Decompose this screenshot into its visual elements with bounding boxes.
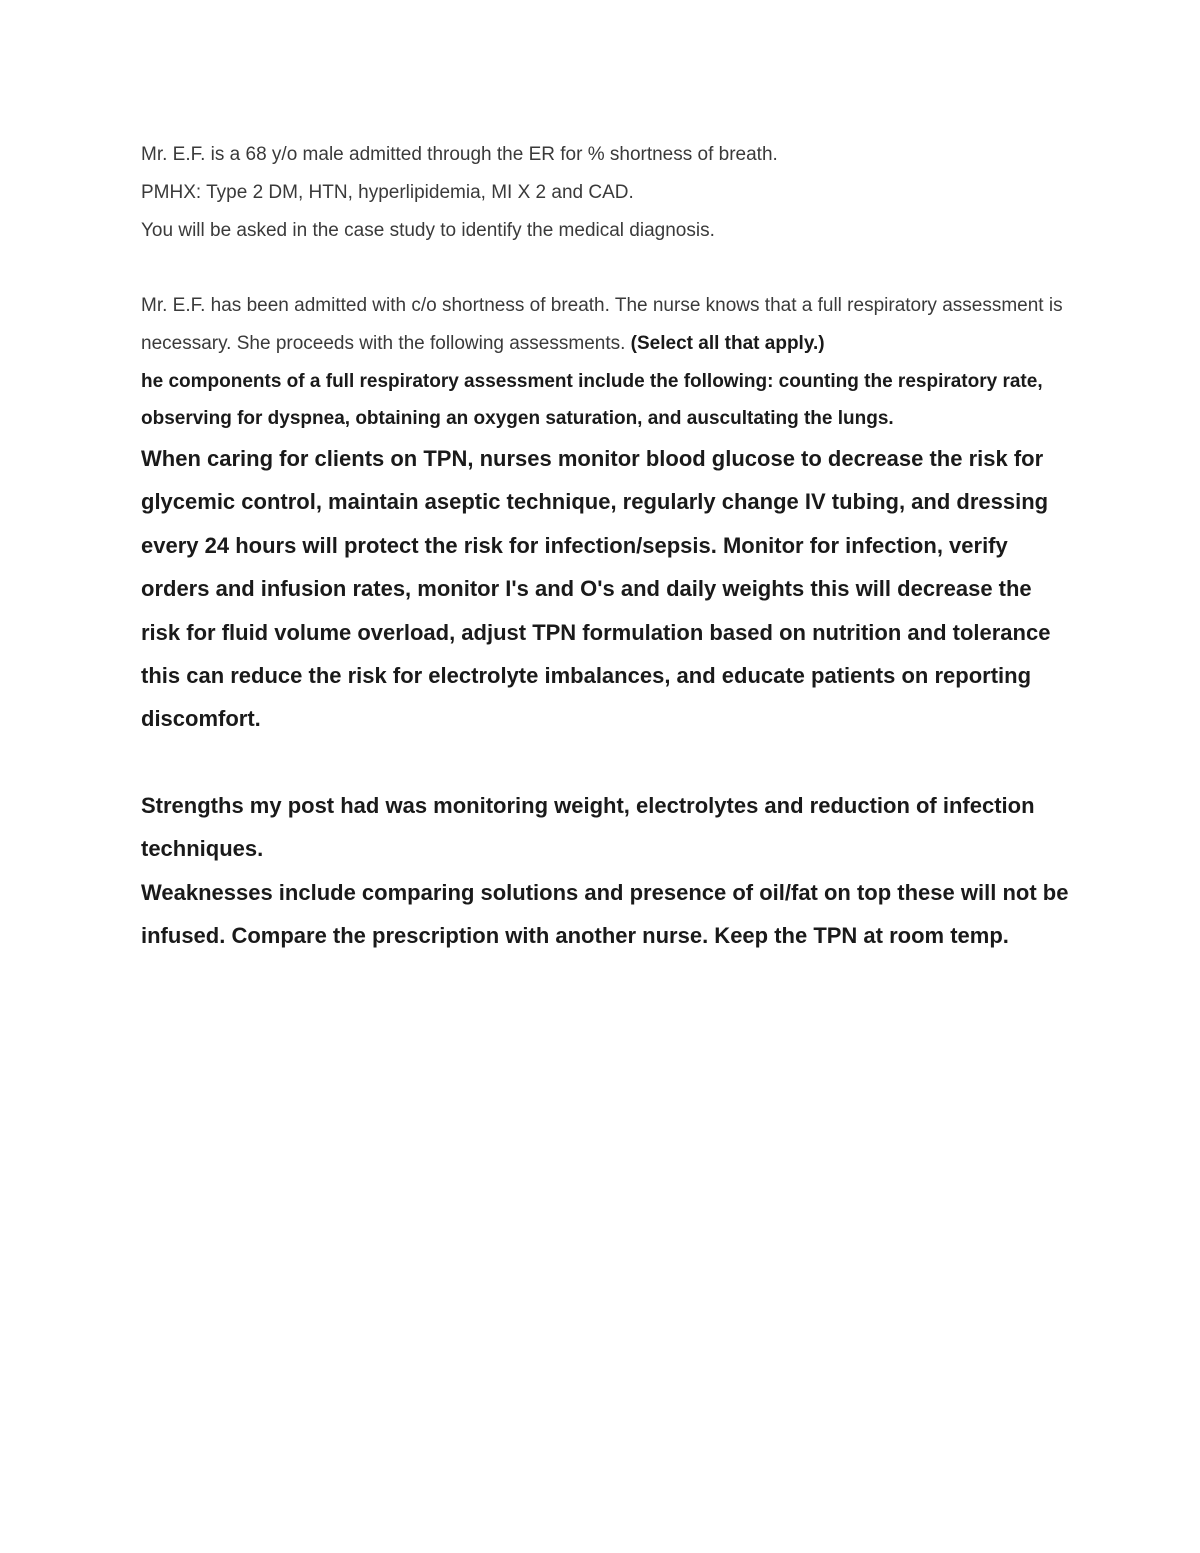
strengths-paragraph: Strengths my post had was monitoring weight, electrolytes and reduction of infection techniques. [141, 792, 1035, 862]
weaknesses-paragraph: Weaknesses include comparing solutions and presence of oil/fat on top these will not be infused. Compare the prescription with another nurse. Keep the TPN at room temp. [141, 879, 1069, 949]
intro-line-instructions: You will be asked in the case study to identify the medical diagnosis. [141, 220, 715, 241]
answer-paragraph: he components of a full respiratory assessment include the following: counting the respiratory rate, observing for dyspnea, obtaining an oxygen saturation, and auscultating the lungs. [141, 371, 1043, 429]
document-body [141, 136, 1071, 957]
question-text: Mr. E.F. has been admitted with c/o shortness of breath. The nurse knows that a full respiratory assessment is necessary. She proceeds with the following assessments. [141, 295, 1063, 354]
intro-line-history: PMHX: Type 2 DM, HTN, hyperlipidemia, MI X 2 and CAD. [141, 182, 634, 203]
question-emphasis: (Select all that apply.) [630, 333, 825, 354]
tpn-paragraph: When caring for clients on TPN, nurses monitor blood glucose to decrease the risk for glycemic control, maintain aseptic technique, regularly change IV tubing, and dressing every 24 hours will protect the risk for infection/sepsis. Monitor for infection, verify orders and infusion rates, monitor I's and O's and daily weights this will decrease the risk for fluid volume overload, adjust TPN formulation based on nutrition and tolerance this can reduce the risk for electrolyte imbalances, and educate patients on reporting discomfort. [141, 446, 1051, 732]
question-paragraph [141, 287, 1071, 363]
intro-line-patient: Mr. E.F. is a 68 y/o male admitted through the ER for % shortness of breath. [141, 144, 778, 165]
spacer [141, 741, 1071, 784]
spacer [141, 250, 1071, 287]
